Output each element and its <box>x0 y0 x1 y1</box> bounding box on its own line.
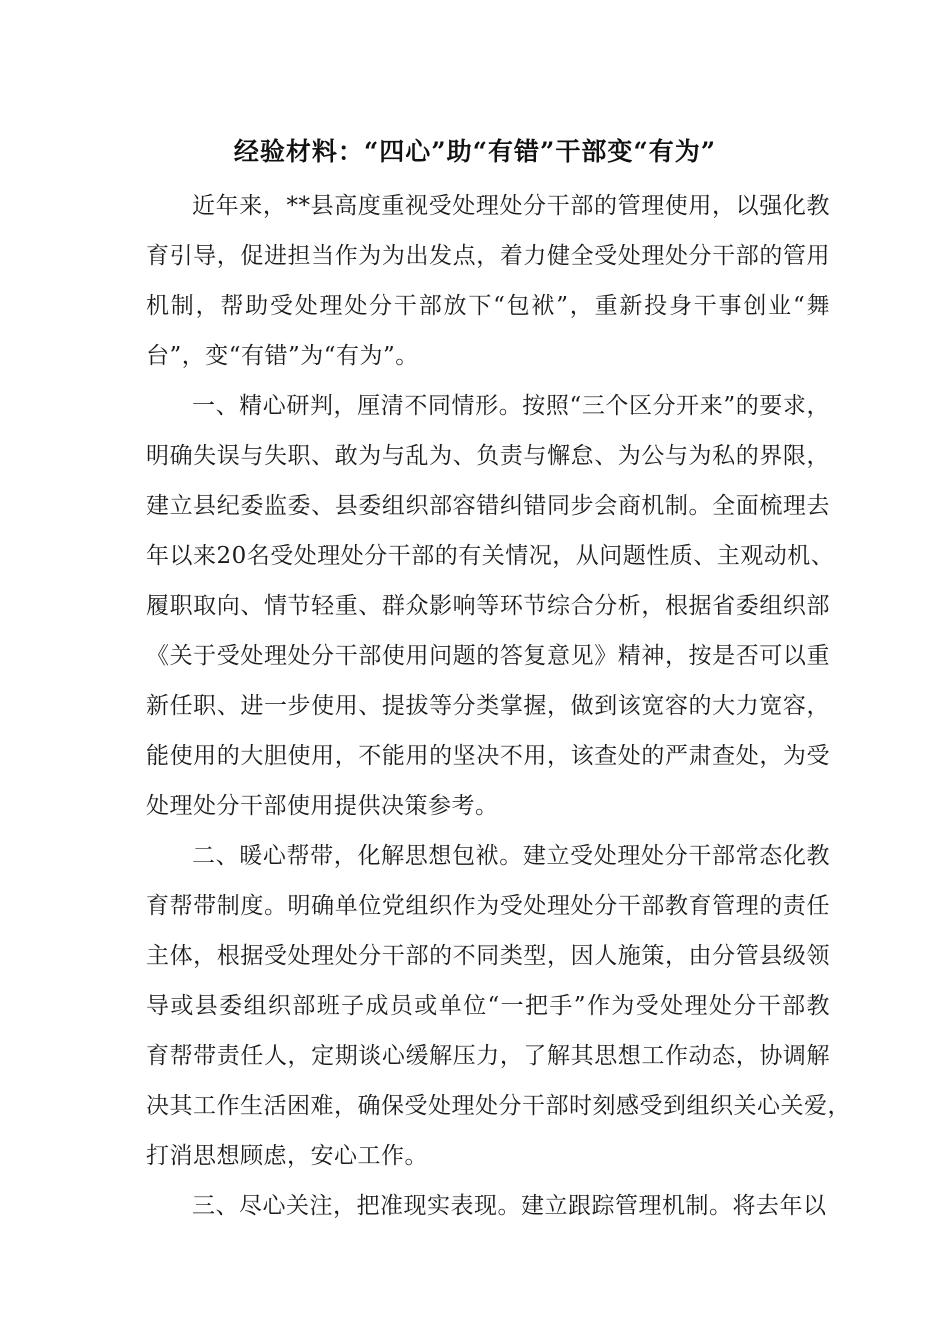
text-line: 处理处分干部使用提供决策参考。 <box>146 793 499 819</box>
document-body <box>146 181 851 1231</box>
text-line: 育帮带制度。明确单位党组织作为受处理处分干部教育管理的责任 <box>146 893 830 919</box>
text-line: 导或县委组织部班子成员或单位“一把手”作为受处理处分干部教 <box>146 993 830 1019</box>
text-line: 能使用的大胆使用，不能用的坚决不用，该查处的严肃查处，为受 <box>146 743 830 769</box>
text-line: 建立县纪委监委、县委组织部容错纠错同步会商机制。全面梳理去 <box>146 493 830 519</box>
text-line: 新任职、进一步使用、提拔等分类掌握，做到该宽容的大力宽容， <box>146 693 830 719</box>
text-line: 二、暖心帮带，化解思想包袱。建立受处理处分干部常态化教 <box>192 843 830 869</box>
document-title: 经验材料：“四心”助“有错”干部变“有为” <box>233 137 717 166</box>
text-line: 育引导，促进担当作为为出发点，着力健全受处理处分干部的管用 <box>146 243 830 269</box>
text-line: 三、尽心关注，把准现实表现。建立跟踪管理机制。将去年以 <box>192 1193 827 1219</box>
text-line: 近年来，**县高度重视受处理处分干部的管理使用，以强化教 <box>192 193 830 219</box>
text-line: 决其工作生活困难，确保受处理处分干部时刻感受到组织关心关爱， <box>146 1093 851 1119</box>
text-line: 年以来20名受处理处分干部的有关情况，从问题性质、主观动机、 <box>146 543 835 569</box>
text-line: 育帮带责任人，定期谈心缓解压力，了解其思想工作动态，协调解 <box>146 1043 830 1069</box>
text-line: 明确失误与失职、敢为与乱为、负责与懈怠、为公与为私的界限， <box>146 443 830 469</box>
text-line: 履职取向、情节轻重、群众影响等环节综合分析，根据省委组织部 <box>146 593 830 619</box>
paragraph-section-3 <box>146 1181 830 1231</box>
text-line: 台”，变“有错”为“有为”。 <box>146 343 419 369</box>
text-line: 《关于受处理处分干部使用问题的答复意见》精神，按是否可以重 <box>146 643 830 669</box>
paragraph-section-1 <box>146 381 835 831</box>
paragraph-section-2 <box>146 831 851 1181</box>
text-line: 机制，帮助受处理处分干部放下“包袱”，重新投身干事创业“舞 <box>146 293 830 319</box>
text-line: 主体，根据受处理处分干部的不同类型，因人施策，由分管县级领 <box>146 943 830 969</box>
text-line: 打消思想顾虑，安心工作。 <box>146 1143 428 1169</box>
paragraph-intro <box>146 181 830 381</box>
text-line: 一、精心研判，厘清不同情形。按照“三个区分开来”的要求， <box>192 393 830 419</box>
